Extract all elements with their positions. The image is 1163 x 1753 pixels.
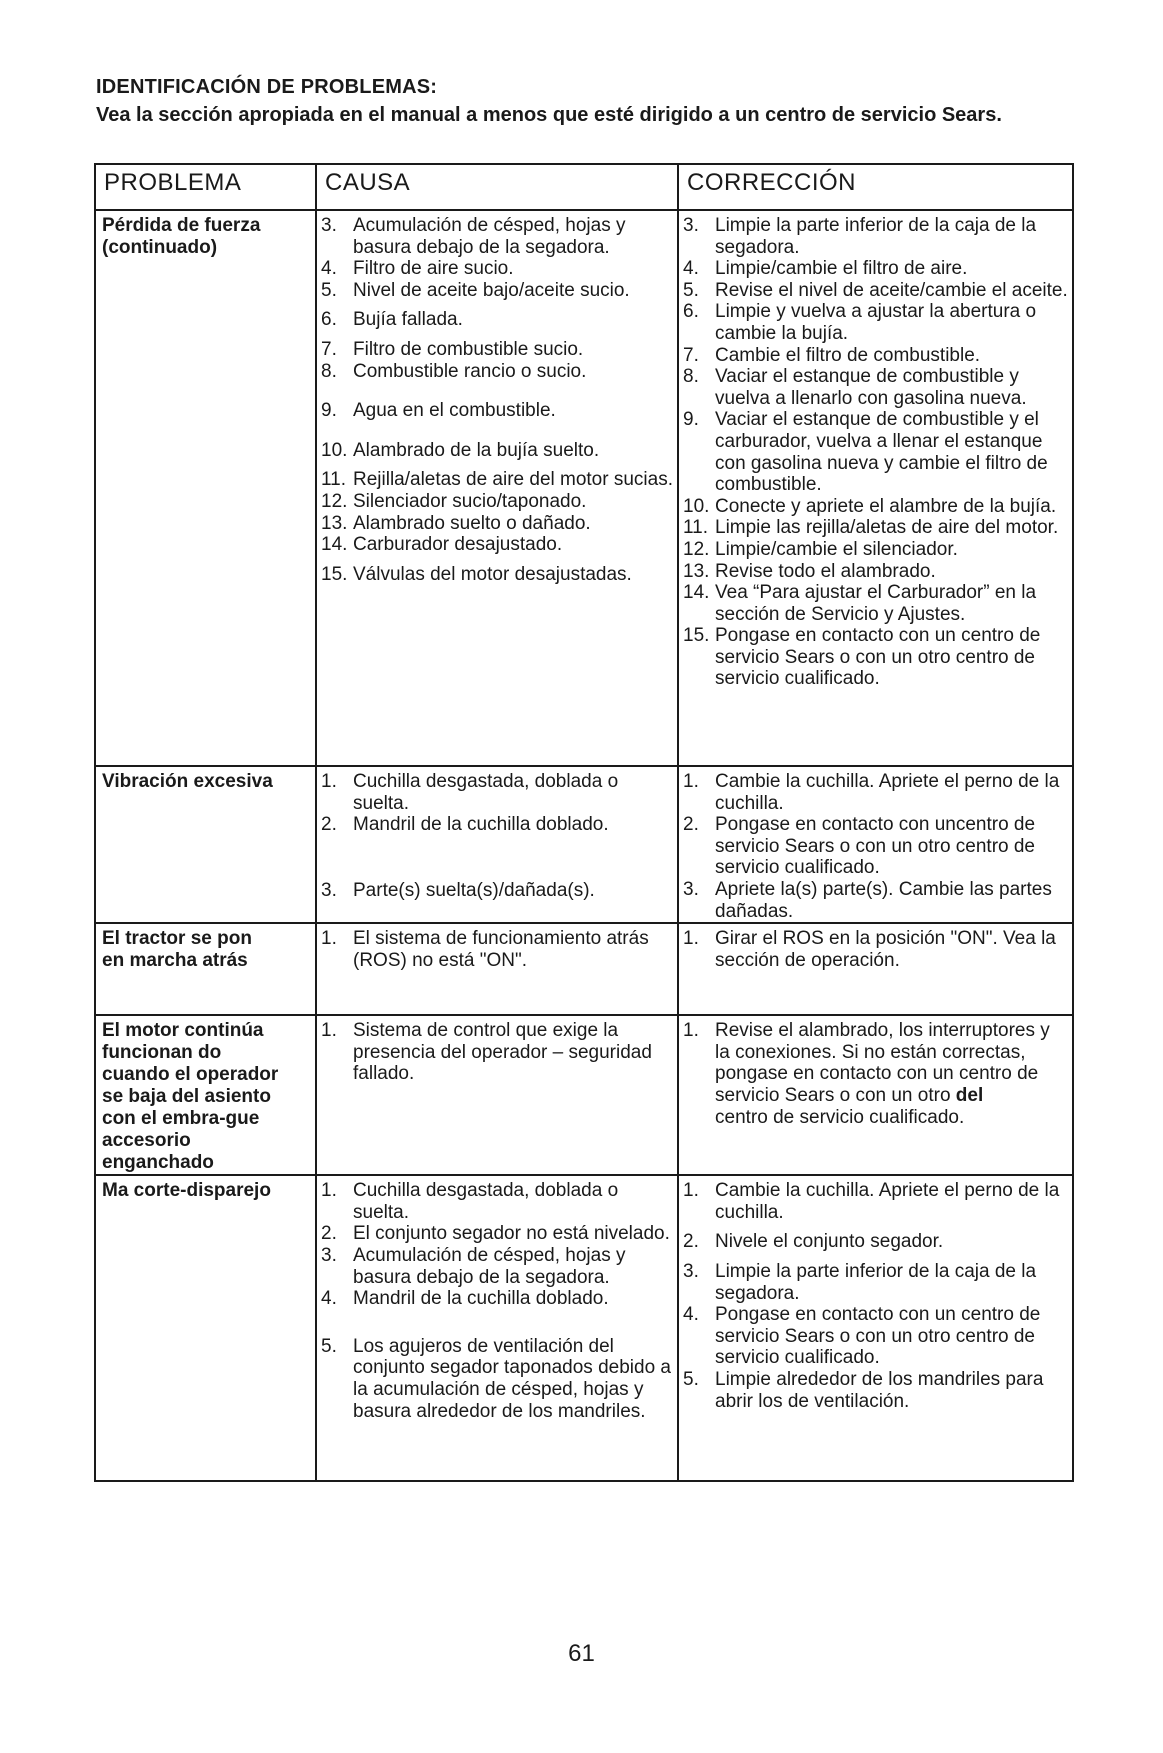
cause-item-number: 6. [321,309,337,331]
correction-item-number: 2. [683,814,699,836]
cause-item [321,814,673,836]
cause-item [321,1180,673,1223]
cause-item-text-main: Válvulas del motor desajustadas. [353,563,632,585]
correction-item [683,301,1068,344]
table-row [95,210,1073,766]
cause-item-text-main: Sistema de control que exige la presencia del operador – seguridad fallado. [353,1020,652,1085]
troubleshooting-table [94,163,1074,1482]
cause-item-text-main: Mandril de la cuchilla doblado. [353,814,609,836]
correction-item [683,561,1068,583]
correction-item-text [715,879,1068,922]
correction-item-number: 15. [683,625,710,647]
cause-item-text [353,1245,673,1288]
correction-item-number: 11. [683,517,709,539]
correction-item-number: 5. [683,279,699,301]
correction-item [683,771,1068,814]
cause-item-text-main: Parte(s) suelta(s)/dañada(s). [353,879,595,901]
correction-item-bold: del [955,1084,984,1106]
correction-item [683,496,1068,518]
page-subtitle: Vea la sección apropiada en el manual a menos que esté dirigido a un centro de servicio Sears. [96,104,1002,126]
correction-item [683,539,1068,561]
cause-item-text-main: Carburador desajustado. [353,534,563,556]
correction-item [683,345,1068,367]
correction-item-text [715,625,1068,690]
correction-item-text-main: Limpie las rejilla/aletas de aire del motor. [715,517,1059,539]
correction-item-text [715,280,1068,302]
correction-item-text-main: Conecte y apriete el alambre de la bujía. [715,495,1057,517]
page-title: IDENTIFICACIÓN DE PROBLEMAS: [96,76,438,98]
correction-item-number: 2. [683,1231,699,1253]
cause-item-text-main: Agua en el combustible. [353,400,556,422]
correction-item-number: 14. [683,582,710,604]
cause-item-text-main: El conjunto segador no está nivelado. [353,1223,670,1245]
cause-item-text [353,534,673,556]
correction-item [683,1231,1068,1253]
cause-item [321,534,673,556]
cause-item-text-main: Acumulación de césped, hojas y basura debajo de la segadora. [353,215,626,258]
cause-item-text [353,361,673,383]
problem-label: Vibración excesiva [102,771,273,792]
correction-item-text-main: Pongase en contacto con un centro de servicio Sears o con un otro centro de servicio cualificado. [715,625,1041,690]
correction-item-text-main: Cambie el filtro de combustible. [715,344,981,366]
correction-item-number: 1. [683,928,699,950]
correction-item-text [715,582,1068,625]
cause-item-text-main: Rejilla/aletas de aire del motor sucias. [353,469,673,491]
correction-cell [678,1175,1073,1481]
cause-item-text [353,215,673,258]
problem-label: Ma corte-disparejo [102,1180,271,1202]
cause-item-text [353,469,673,491]
correction-item [683,366,1068,409]
cause-cell [316,766,678,923]
correction-item-text [715,814,1068,879]
correction-item [683,409,1068,495]
correction-item [683,928,1068,971]
cause-item [321,400,673,422]
cause-item-text [353,1336,673,1422]
correction-item-text-main: Cambie la cuchilla. Apriete el perno de la cuchilla. [715,771,1060,814]
cause-item-text [353,880,673,902]
correction-item [683,625,1068,690]
correction-item [683,1180,1068,1223]
cause-item [321,491,673,513]
column-header-cause: CAUSA [316,164,678,210]
correction-item-text [715,496,1068,518]
cause-item-text-main: Nivel de aceite bajo/aceite sucio. [353,279,630,301]
cause-item [321,1020,673,1085]
correction-item-text-main: Limpie y vuelva a ajustar la abertura o cambie la bujía. [715,301,1037,344]
correction-item [683,280,1068,302]
correction-item-number: 12. [683,538,710,560]
cause-item [321,339,673,361]
correction-item-number: 3. [683,878,699,900]
cause-item-number: 8. [321,360,337,382]
correction-cell [678,1015,1073,1175]
column-header-problem: PROBLEMA [95,164,316,210]
cause-item-text-main: Alambrado suelto o dañado. [353,512,591,534]
correction-item-text [715,258,1068,280]
cause-cell [316,923,678,1015]
correction-cell [678,766,1073,923]
correction-item [683,215,1068,258]
problem-label: Pérdida de fuerza (continuado) [102,215,261,258]
correction-item-text-main: Vaciar el estanque de combustible y el carburador, vuelva a llenar el estanque con gasolina nueva y cambie el filtro de combustible. [715,409,1048,496]
cause-item-text [353,400,673,422]
cause-item-number: 3. [321,215,337,236]
table-body [95,210,1073,1481]
cause-item-text-main: Alambrado de la bujía suelto. [353,439,600,461]
cause-item-text [353,440,673,462]
correction-item-text [715,1020,1068,1128]
correction-item-text [715,539,1068,561]
correction-item-number: 1. [683,1180,699,1202]
correction-item-text [715,1261,1068,1304]
correction-item-number: 4. [683,258,699,280]
cause-item-text [353,1288,673,1310]
cause-item [321,928,673,971]
correction-item-number: 1. [683,771,699,792]
correction-item [683,258,1068,280]
correction-item [683,1369,1068,1412]
cause-item-number: 11. [321,469,347,491]
correction-item-text-tail: centro de servicio cualificado. [715,1106,965,1128]
correction-cell [678,210,1073,766]
correction-item-text-main: Limpie alrededor de los mandriles para abrir los de ventilación. [715,1368,1044,1412]
cause-item-text-main: Filtro de combustible sucio. [353,338,584,360]
cause-item-text-main: Combustible rancio o sucio. [353,360,587,382]
correction-item-text-main: Revise todo el alambrado. [715,560,936,582]
cause-item-number: 10. [321,439,348,461]
cause-item [321,280,673,302]
correction-item [683,1020,1068,1128]
cause-item-text-main: Silenciador sucio/taponado. [353,490,587,512]
cause-item-number: 1. [321,1020,337,1042]
cause-item-number: 3. [321,1244,337,1266]
correction-item-text [715,561,1068,583]
problem-label: El tractor se pon en marcha atrás [102,928,252,972]
cause-item [321,880,673,902]
correction-item-text [715,928,1068,971]
correction-item-text-main: Nivele el conjunto segador. [715,1231,944,1253]
cause-item-text [353,771,673,814]
cause-item-text [353,513,673,535]
cause-item-text [353,814,673,836]
cause-item [321,1223,673,1245]
problem-cell [95,923,316,1015]
table-row [95,1175,1073,1481]
cause-cell [316,1015,678,1175]
cause-item [321,440,673,462]
correction-item-text-main: Cambie la cuchilla. Apriete el perno de la cuchilla. [715,1180,1060,1223]
cause-item-text-main: El sistema de funcionamiento atrás (ROS) no está "ON". [353,928,649,971]
cause-item-number: 12. [321,490,348,512]
correction-item-text [715,366,1068,409]
correction-cell [678,923,1073,1015]
correction-item-text [715,1369,1068,1412]
cause-item-number: 1. [321,1180,337,1202]
cause-item-text-main: Los agujeros de ventilación del conjunto segador taponados debido a la acumulación de césped, hojas y basura alrededor de los mandriles. [353,1335,671,1422]
correction-item-text-main: Limpie/cambie el silenciador. [715,538,958,560]
cause-item-text-main: Cuchilla desgastada, doblada o suelta. [353,771,619,814]
correction-item-number: 3. [683,215,699,236]
cause-item-number: 15. [321,563,348,585]
cause-item-text [353,309,673,331]
table-row [95,1015,1073,1175]
correction-item-text-main: Limpie la parte inferior de la caja de la segadora. [715,215,1037,258]
cause-item [321,258,673,280]
problem-cell [95,210,316,766]
correction-item-text-main: Limpie/cambie el filtro de aire. [715,258,968,280]
cause-item [321,1288,673,1310]
cause-item-text-main: Acumulación de césped, hojas y basura debajo de la segadora. [353,1244,626,1288]
table-row [95,766,1073,923]
cause-item-text [353,258,673,280]
cause-item-number: 5. [321,1335,337,1357]
cause-item [321,469,673,491]
cause-item-text [353,1020,673,1085]
correction-item-number: 8. [683,366,699,388]
cause-item [321,771,673,814]
correction-item-text-main: Revise el nivel de aceite/cambie el aceite. [715,279,1068,301]
cause-item-number: 14. [321,534,348,556]
correction-item-text [715,345,1068,367]
cause-item-number: 4. [321,258,337,280]
cause-item-text [353,280,673,302]
correction-item [683,814,1068,879]
correction-item-text [715,1231,1068,1253]
correction-item-number: 13. [683,560,710,582]
correction-item-text-main: Pongase en contacto con un centro de servicio Sears o con un otro centro de servicio cualificado. [715,1304,1041,1369]
cause-item-text [353,1180,673,1223]
cause-item-number: 1. [321,928,337,950]
correction-item [683,517,1068,539]
cause-item-number: 7. [321,338,337,360]
cause-item-number: 13. [321,512,348,534]
correction-item-number: 6. [683,301,699,323]
table-header-row [95,164,1073,210]
cause-item-text-main: Filtro de aire sucio. [353,258,514,280]
correction-item-text [715,1180,1068,1223]
correction-item-text-main: Vaciar el estanque de combustible y vuelva a llenarlo con gasolina nueva. [715,366,1027,409]
cause-item-text [353,491,673,513]
cause-item [321,1336,673,1422]
correction-item-text-main: Girar el ROS en la posición "ON". Vea la sección de operación. [715,928,1056,971]
table-row [95,923,1073,1015]
correction-item-number: 5. [683,1368,699,1390]
correction-item-text [715,301,1068,344]
cause-item-number: 4. [321,1288,337,1310]
cause-cell [316,210,678,766]
correction-item [683,582,1068,625]
cause-item [321,361,673,383]
cause-item [321,309,673,331]
problem-label: El motor continúa funcionan do cuando el operador se baja del asiento con el embra-gue accesorio enganchado [102,1020,279,1174]
cause-item-text [353,1223,673,1245]
cause-item-text-main: Cuchilla desgastada, doblada o suelta. [353,1180,619,1223]
correction-item-text-main: Vea “Para ajustar el Carburador” en la sección de Servicio y Ajustes. [715,582,1037,625]
correction-item-number: 4. [683,1304,699,1326]
correction-item-text [715,1304,1068,1369]
cause-item [321,513,673,535]
correction-item-text [715,517,1068,539]
cause-cell [316,1175,678,1481]
cause-item-number: 9. [321,400,337,422]
cause-item-number: 2. [321,1223,337,1245]
cause-item [321,564,673,586]
cause-item-number: 3. [321,879,337,901]
correction-item [683,879,1068,922]
correction-item [683,1304,1068,1369]
correction-item-text [715,409,1068,495]
problem-cell [95,1015,316,1175]
cause-item-number: 5. [321,279,337,301]
cause-item-number: 1. [321,771,337,792]
cause-item-text [353,928,673,971]
cause-item-text-main: Mandril de la cuchilla doblado. [353,1288,609,1310]
cause-item-number: 2. [321,814,337,836]
problem-cell [95,766,316,923]
correction-item-number: 1. [683,1020,699,1042]
problem-cell [95,1175,316,1481]
correction-item-text-main: Revise el alambrado, los interruptores y la conexiones. Si no están correctas, pongase en contacto con un centro de servicio Sears o con un otro [715,1020,1050,1106]
page-number: 61 [568,1640,595,1667]
cause-item [321,1245,673,1288]
correction-item-number: 10. [683,495,710,517]
correction-item-text-main: Pongase en contacto con uncentro de servicio Sears o con un otro centro de servicio cualificado. [715,814,1036,879]
column-header-correction: CORRECCIÓN [678,164,1073,210]
correction-item-number: 9. [683,409,699,431]
correction-item-text-main: Apriete la(s) parte(s). Cambie las partes dañadas. [715,878,1052,922]
correction-item-text [715,215,1068,258]
correction-item-number: 7. [683,344,699,366]
correction-item-text [715,771,1068,814]
correction-item-number: 3. [683,1260,699,1282]
cause-item-text [353,339,673,361]
cause-item-text-main: Bujía fallada. [353,309,463,331]
cause-item-text [353,564,673,586]
cause-item [321,215,673,258]
correction-item [683,1261,1068,1304]
correction-item-text-main: Limpie la parte inferior de la caja de la segadora. [715,1260,1037,1304]
